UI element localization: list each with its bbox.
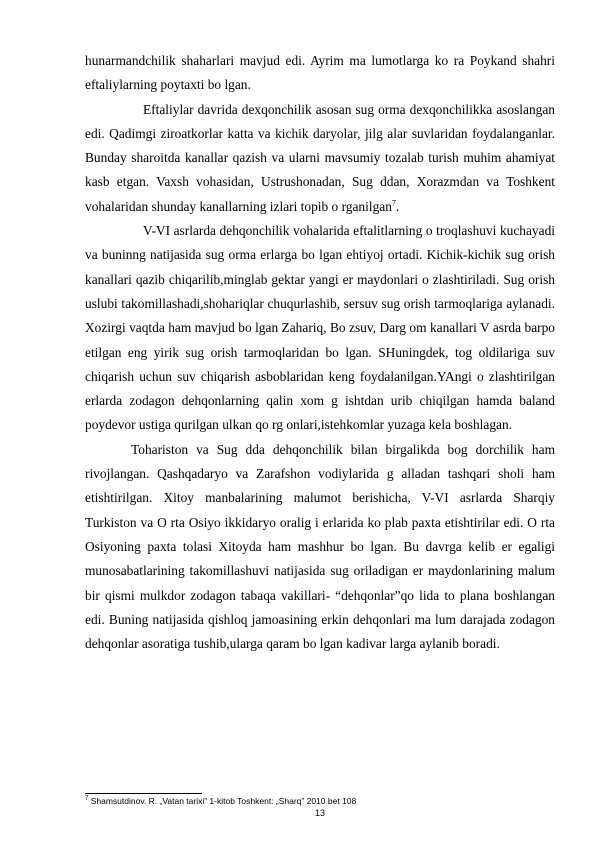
- footnote: [85, 796, 555, 807]
- paragraph-canals: V-VI asrlarda dehqonchilik vohalarida eftalitlarning o troqlashuvi kuchayadi va buninng natijasida sug orma erlarga bo lgan ehtiyoj ortadi. Kichik-kichik sug orish kanallari qazib chiqarilib,minglab gektar yangi er maydonlari o zlashtiriladi. Sug orish uslubi takomillashadi,shohariqlar chuqurlashib, sersuv sug orish tarmoqlariga aylanadi. Xozirgi vaqtda ham mavjud bo lgan Zahariq, Bo zsuv, Darg om kanallari V asrda barpo etilgan eng yirik sug orish tarmoqlaridan bo lgan. SHuningdek, tog oldilariga suv chiqarish uchun suv chiqarish asboblaridan keng foydalanilgan.YAngi o zlashtirilgan erlarda zodagon dehqonlarning qalin xom g ishtdan urib chiqilgan hamda baland poydevor ustiga qurilgan ulkan qo rg onlari,istehkomlar yuzaga kela boshlagan.: [85, 223, 555, 433]
- footnote-reference: 7: [391, 198, 396, 208]
- paragraph-irrigation: [85, 98, 555, 219]
- page-body: [85, 49, 555, 656]
- footnote-divider: [85, 793, 202, 794]
- paragraph-gardening: Toharistоn va Sug dda dehqonchilik bilan birgalikda bog dorchilik ham rivojlangan. Qashqadaryo va Zarafshon vodiylarida g alladan tashqari sholi ham etishtirilgan. Xitoy manbalarining malumot berishicha, V-VI asrlarda Sharqiy Turkiston va O rta Osiyo ikkidaryo oralig i erlarida ko plab paxta etishtirilar edi. O rta Osiyoning paxta tolasi Xitoyda ham mashhur bo lgan. Bu davrga kelib er egaligi munosabatlarining takomillashuvi natijasida sug oriladigan er maydonlarining malum bir qismi mulkdor zodagon tabaqa vakillari- “dehqonlar”qo lida to plana boshlangan edi. Buning natijasida qishloq jamoasining erkin dehqonlari ma lum darajada zodagon dehqonlar asoratiga tushib,ularga qaram bo lgan kadivar larga aylanib boradi.: [85, 441, 555, 652]
- paragraph-irrigation-end: .: [395, 198, 400, 214]
- paragraph-irrigation-text: Eftaliylar davrida dexqonchilik asosan sug orma dexqonchilikka asoslangan edi. Qadimgi ziroatkorlar katta va kichik daryolar, jilg alar suvlaridan foydalanganlar. Bunday sharoitda kanallar qazish va ularni mavsumiy tozalab turish muhim ahamiyat kasb etgan. Vaxsh vohasidan, Ustrushonadan, Sug ddan, Xorazmdan va Toshkent vohalaridan shunday kanallarning izlari topib o rganilgan: [85, 101, 555, 214]
- page-number: 13: [314, 808, 325, 818]
- footnote-text: Shamsutdinov. R. „Vatan tarixi” 1-kitob Toshkent: „Sharq” 2010 bet 108: [88, 796, 357, 806]
- footnote-number: 7: [85, 796, 89, 803]
- paragraph-poykand: hunarmandchilik shaharlari mavjud edi. Ayrim ma lumotlarga ko ra Poykand shahri eftaliylarning poytaxti bo lgan.: [85, 53, 555, 93]
